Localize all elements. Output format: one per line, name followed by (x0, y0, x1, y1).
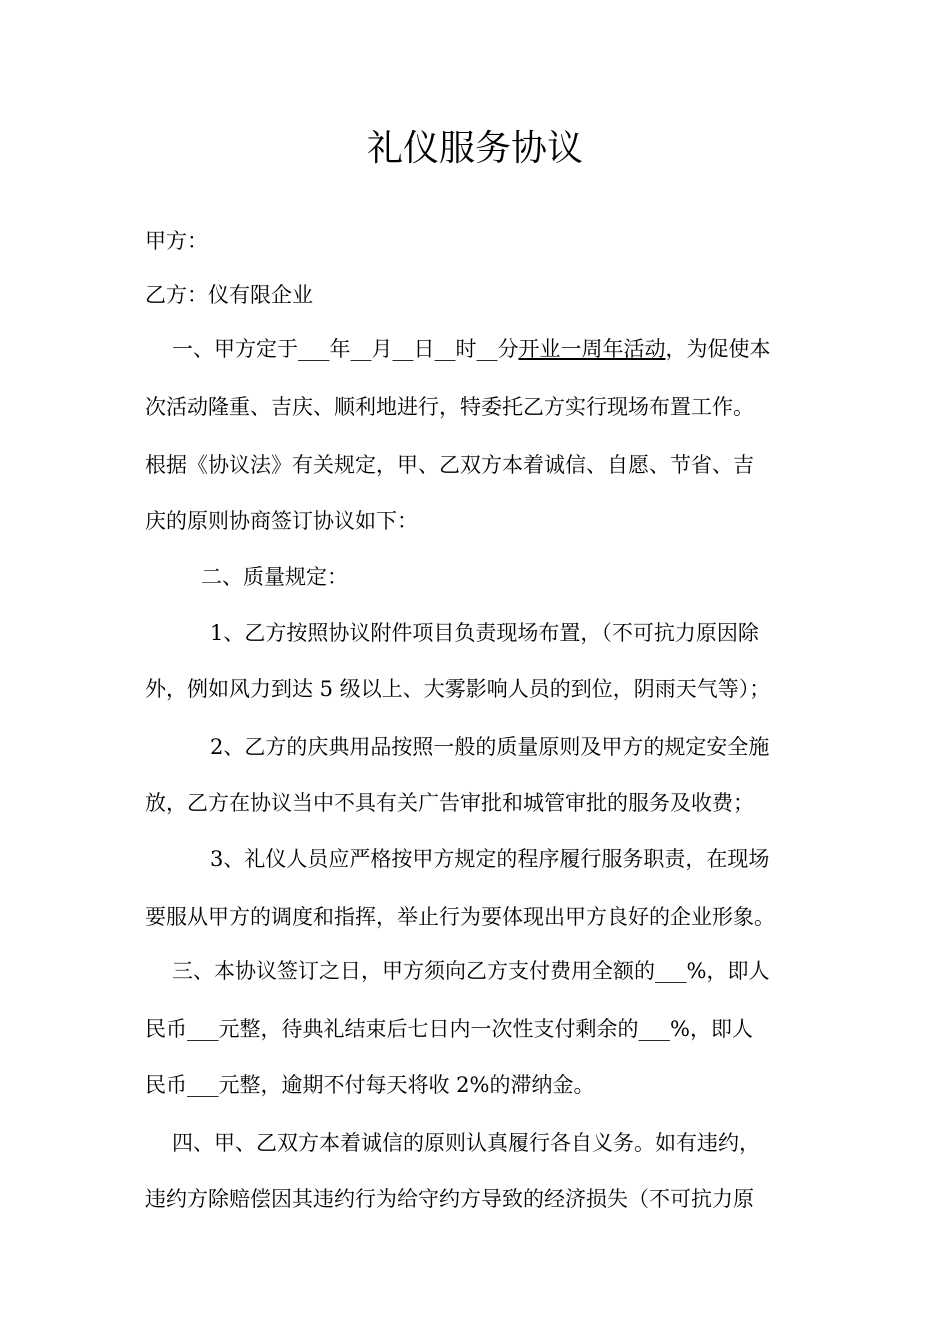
section-2-item-2-line-2: 放，乙方在协议当中不具有关广告审批和城管审批的服务及收费； (145, 791, 754, 815)
section-2-item-1-line-1: 1、乙方按照协议附件项目负责现场布置，（不可抗力原因除 (210, 621, 759, 645)
section-3-mid-text: 元整，待典礼结束后七日内一次性支付剩余的 (218, 1017, 639, 1041)
rmb-label-2: 民币 (145, 1073, 187, 1097)
party-b-line: 乙方：仪有限企业 (145, 283, 313, 307)
blank-amount-1: ___ (187, 1017, 219, 1041)
section-2-item-3-line-2: 要服从甲方的调度和指挥，举止行为要体现出甲方良好的企业形象。 (145, 905, 775, 929)
section-1-line-1-end: ，为促使本 (665, 337, 771, 361)
section-3-text: 三、本协议签订之日，甲方须向乙方支付费用全额的 (172, 959, 655, 983)
section-2-item-2-line-1: 2、乙方的庆典用品按照一般的质量原则及甲方的规定安全施 (210, 735, 770, 759)
section-1-line-3: 根据《协议法》有关规定，甲、乙双方本着诚信、自愿、节省、吉 (145, 453, 754, 477)
document-title: 礼仪服务协议 (366, 128, 583, 169)
late-fee-text: 元整，逾期不付每天将收 2%的滞纳金。 (218, 1073, 595, 1097)
blank-month: __ (350, 337, 372, 361)
party-a-line: 甲方： (145, 229, 208, 253)
section-3-line-1 (172, 956, 812, 986)
section-1-line-4: 庆的原则协商签订协议如下： (145, 509, 418, 533)
label-year: 年 (329, 337, 351, 361)
label-minute: 分 (497, 337, 519, 361)
blank-hour: __ (434, 337, 456, 361)
section-1-prefix: 一、甲方定于 (172, 337, 298, 361)
section-3-line-2-end: %，即人 (670, 1017, 753, 1041)
section-2-heading: 二、质量规定： (201, 565, 348, 589)
section-4-line-2: 违约方除赔偿因其违约行为给守约方导致的经济损失（不可抗力原 (145, 1187, 754, 1211)
blank-year: ___ (298, 337, 330, 361)
section-3-line-2 (145, 1014, 810, 1044)
section-1-line-2: 次活动隆重、吉庆、顺利地进行，特委托乙方实行现场布置工作。 (145, 395, 754, 419)
label-day: 日 (413, 337, 435, 361)
section-4-line-1: 四、甲、乙双方本着诚信的原则认真履行各自义务。如有违约， (172, 1131, 760, 1155)
section-3-line-3 (145, 1070, 810, 1100)
rmb-label: 民币 (145, 1017, 187, 1041)
blank-amount-2: ___ (187, 1073, 219, 1097)
label-month: 月 (371, 337, 393, 361)
blank-day: __ (392, 337, 414, 361)
label-hour: 时 (455, 337, 477, 361)
section-3-text-end: %，即人 (686, 959, 770, 983)
section-1-line-1 (172, 334, 812, 364)
section-2-item-1-line-2: 外，例如风力到达 5 级以上、大雾影响人员的到位，阴雨天气等）； (145, 677, 771, 701)
event-name: 开业一周年活动 (518, 337, 666, 361)
blank-percent-2: ___ (638, 1017, 670, 1041)
blank-minute: __ (476, 337, 498, 361)
blank-percent-1: ___ (655, 959, 687, 983)
section-2-item-3-line-1: 3、礼仪人员应严格按甲方规定的程序履行服务职责，在现场 (210, 847, 770, 871)
